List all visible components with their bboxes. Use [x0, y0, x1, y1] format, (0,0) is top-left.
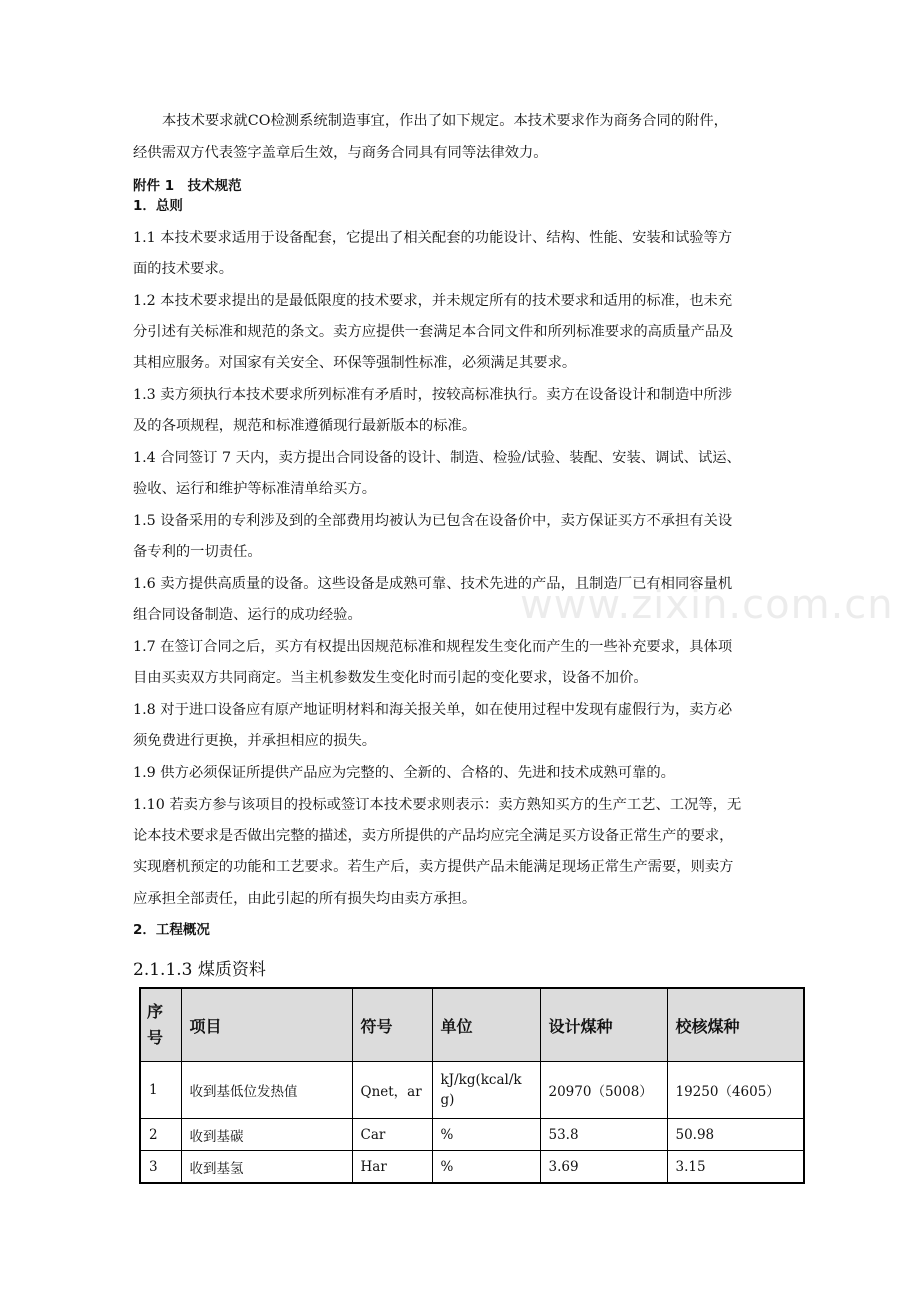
clause-1-2-line: 分引述有关标准和规范的条文。卖方应提供一套满足本合同文件和所列标准要求的高质量产品及	[133, 324, 734, 340]
clause-1-8-line: 1.8 对于进口设备应有原产地证明材料和海关报关单，如在使用过程中发现有虚假行为，卖方必	[133, 702, 733, 718]
cell-design: 3.69	[540, 1151, 667, 1184]
intro-line-2: 经供需双方代表签字盖章后生效，与商务合同具有同等法律效力。	[133, 145, 548, 161]
coal-quality-table	[139, 987, 805, 1184]
cell-seq: 3	[140, 1151, 181, 1184]
cell-symbol: Har	[352, 1151, 432, 1184]
table-row	[140, 1151, 804, 1184]
clause-1-5-line: 备专利的一切责任。	[133, 544, 262, 560]
clause-1-4-line: 验收、运行和维护等标准清单给买方。	[133, 481, 377, 497]
clause-1-6-line: 组合同设备制造、运行的成功经验。	[133, 607, 362, 623]
clause-1-5-line: 1.5 设备采用的专利涉及到的全部费用均被认为已包含在设备价中，卖方保证买方不承担有关设	[133, 513, 733, 529]
cell-item: 收到基低位发热值	[181, 1062, 352, 1119]
cell-unit-text: kJ/kg(kcal/kg)	[440, 1072, 522, 1108]
clause-1-7-line: 1.7 在签订合同之后，买方有权提出因规范标准和规程发生变化而产生的一些补充要求，具体项	[133, 639, 733, 655]
cell-item: 收到基氢	[181, 1151, 352, 1184]
watermark: www.zixin.com.cn	[520, 582, 894, 628]
cell-unit	[432, 1062, 540, 1119]
clause-1-2-line: 1.2 本技术要求提出的是最低限度的技术要求，并未规定所有的技术要求和适用的标准，也未充	[133, 293, 733, 309]
header-symbol: 符号	[352, 988, 432, 1062]
clause-1-10-line: 1.10 若卖方参与该项目的投标或签订本技术要求则表示：卖方熟知买方的生产工艺、工况等，无	[133, 797, 742, 813]
cell-symbol: Qnet，ar	[352, 1062, 432, 1119]
header-design-coal: 设计煤种	[540, 988, 667, 1062]
table-row	[140, 1119, 804, 1151]
clause-1-6-line: 1.6 卖方提供高质量的设备。这些设备是成熟可靠、技术先进的产品，且制造厂已有相同容量机	[133, 576, 733, 592]
table-header-row	[140, 988, 804, 1062]
clause-1-10-line: 实现磨机预定的功能和工艺要求。若生产后，卖方提供产品未能满足现场正常生产需要，则卖方	[133, 859, 734, 875]
cell-unit: %	[432, 1119, 540, 1151]
cell-unit: %	[432, 1151, 540, 1184]
cell-design: 20970（5008）	[540, 1062, 667, 1119]
header-unit: 单位	[432, 988, 540, 1062]
annex-title: 附件 1 技术规范	[133, 178, 242, 194]
table-row	[140, 1062, 804, 1119]
cell-check: 19250（4605）	[667, 1062, 804, 1119]
header-seq	[140, 988, 181, 1062]
cell-check: 3.15	[667, 1151, 804, 1184]
clause-1-3-line: 及的各项规程，规范和标准遵循现行最新版本的标准。	[133, 418, 477, 434]
table-caption: 2.1.1.3 煤质资料	[133, 960, 266, 980]
cell-design: 53.8	[540, 1119, 667, 1151]
cell-check: 50.98	[667, 1119, 804, 1151]
clause-1-8-line: 须免费进行更换，并承担相应的损失。	[133, 733, 377, 749]
clause-1-1-line: 面的技术要求。	[133, 261, 234, 277]
clause-1-10-line: 应承担全部责任，由此引起的所有损失均由卖方承担。	[133, 891, 477, 907]
clause-1-7-line: 目由买卖双方共同商定。当主机参数发生变化时而引起的变化要求，设备不加价。	[133, 670, 648, 686]
clause-1-10-line: 论本技术要求是否做出完整的描述，卖方所提供的产品均应完全满足买方设备正常生产的要求，	[133, 828, 734, 844]
cell-seq: 2	[140, 1119, 181, 1151]
clause-1-1-line: 1.1 本技术要求适用于设备配套，它提出了相关配套的功能设计、结构、性能、安装和试验等方	[133, 230, 733, 246]
cell-seq: 1	[140, 1062, 181, 1119]
header-check-coal: 校核煤种	[667, 988, 804, 1062]
clause-1-9-line: 1.9 供方必须保证所提供产品应为完整的、全新的、合格的、先进和技术成熟可靠的。	[133, 765, 675, 781]
header-seq-part: 号	[147, 1028, 164, 1047]
intro-line-1: 本技术要求就CO检测系统制造事宜，作出了如下规定。本技术要求作为商务合同的附件，	[162, 113, 728, 129]
cell-symbol: Car	[352, 1119, 432, 1151]
clause-1-2-line: 其相应服务。对国家有关安全、环保等强制性标准，必须满足其要求。	[133, 355, 577, 371]
clause-1-4-line: 1.4 合同签订 7 天内，卖方提出合同设备的设计、制造、检验/试验、装配、安装、调试、试运、	[133, 450, 741, 466]
section-1-title: 1．总则	[133, 198, 183, 214]
cell-item: 收到基碳	[181, 1119, 352, 1151]
clause-1-3-line: 1.3 卖方须执行本技术要求所列标准有矛盾时，按较高标准执行。卖方在设备设计和制造中所涉	[133, 387, 733, 403]
header-item: 项目	[181, 988, 352, 1062]
header-seq-part: 序	[147, 1002, 164, 1021]
section-2-title: 2．工程概况	[133, 922, 210, 938]
